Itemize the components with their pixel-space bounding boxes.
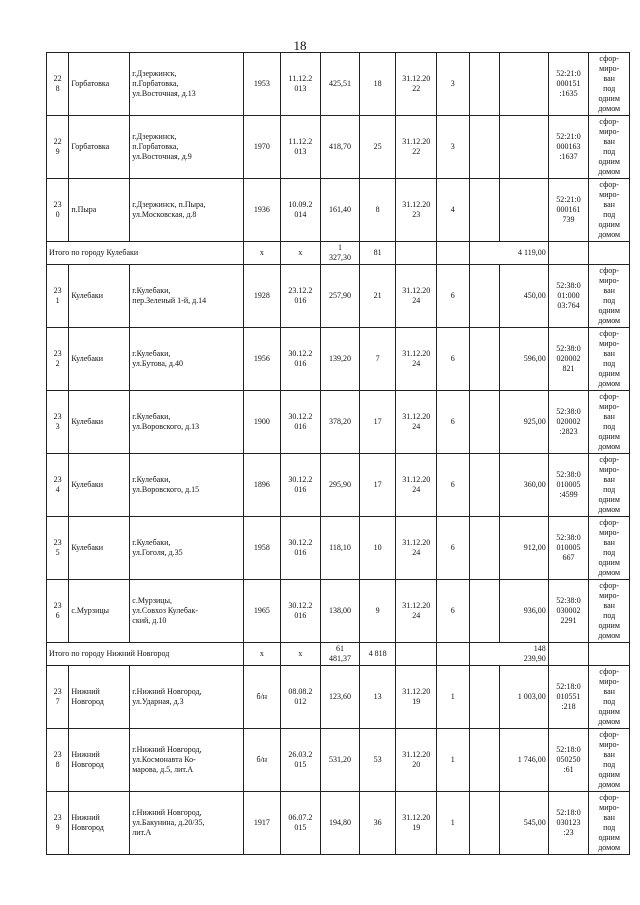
date-cell: 26.03.2 015 [280,729,321,792]
total-area-cell: 61 481,37 [321,643,360,666]
page-number: 18 [293,38,307,53]
deadline-cell: 31.12.20 24 [396,454,437,517]
empty-cell [469,454,499,517]
table-row [47,265,630,328]
table-row [47,328,630,391]
address-cell: г.Кулебаки, ул.Воровского, д.15 [130,454,244,517]
empty-cell [469,179,499,242]
row-number-cell: 23 0 [47,179,69,242]
residents-cell: 17 [359,454,396,517]
locality-cell: Кулебаки [69,328,130,391]
deadline-cell: 31.12.20 22 [396,53,437,116]
area-cell: 418,70 [321,116,360,179]
address-cell: г.Нижний Новгород, ул.Ударная, д.3 [130,666,244,729]
locality-cell: Кулебаки [69,454,130,517]
land-status-cell: сфор- миро- ван под одним домом [589,517,630,580]
amount-cell [499,116,548,179]
year-cell: 1936 [244,179,281,242]
area-cell: 118,10 [321,517,360,580]
stage-cell: 1 [437,666,470,729]
row-number-cell: 23 5 [47,517,69,580]
empty-cell [469,265,499,328]
row-number-cell: 23 2 [47,328,69,391]
deadline-cell: 31.12.20 24 [396,580,437,643]
cadastral-number-cell: 52:18:0 010551 :218 [548,666,589,729]
stage-cell: 6 [437,265,470,328]
table-row [47,179,630,242]
cadastral-number-cell: 52:21:0 000163 :1637 [548,116,589,179]
row-number-cell: 23 6 [47,580,69,643]
date-cell: 30.12.2 016 [280,454,321,517]
residents-cell: 10 [359,517,396,580]
deadline-cell: 31.12.20 22 [396,116,437,179]
year-cell: 1900 [244,391,281,454]
total-date-cell: x [280,643,321,666]
total-year-cell: x [244,643,281,666]
residents-cell: 13 [359,666,396,729]
row-number-cell: 22 9 [47,116,69,179]
empty-cell [469,391,499,454]
residents-cell: 9 [359,580,396,643]
deadline-cell: 31.12.20 24 [396,265,437,328]
total-deadline-cell [396,242,437,265]
area-cell: 194,80 [321,792,360,855]
land-status-cell: сфор- миро- ван под одним домом [589,391,630,454]
date-cell: 10.09.2 014 [280,179,321,242]
locality-cell: Нижний Новгород [69,729,130,792]
address-cell: г.Дзержинск, п.Горбатовка, ул.Восточная, д.9 [130,116,244,179]
locality-cell: Кулебаки [69,265,130,328]
total-deadline-cell [396,643,437,666]
area-cell: 123,60 [321,666,360,729]
empty-cell [469,517,499,580]
residents-cell: 25 [359,116,396,179]
locality-cell: п.Пыра [69,179,130,242]
land-status-cell: сфор- миро- ван под одним домом [589,265,630,328]
empty-cell [469,53,499,116]
area-cell: 139,20 [321,328,360,391]
year-cell: 1896 [244,454,281,517]
residents-cell: 36 [359,792,396,855]
date-cell: 23.12.2 016 [280,265,321,328]
date-cell: 11.12.2 013 [280,53,321,116]
amount-cell: 936,00 [499,580,548,643]
row-number-cell: 23 8 [47,729,69,792]
total-row [47,643,630,666]
land-status-cell: сфор- миро- ван под одним домом [589,792,630,855]
residents-cell: 18 [359,53,396,116]
stage-cell: 3 [437,53,470,116]
amount-cell [499,179,548,242]
row-number-cell: 23 3 [47,391,69,454]
total-kind-cell [589,643,630,666]
stage-cell: 1 [437,792,470,855]
deadline-cell: 31.12.20 19 [396,792,437,855]
land-status-cell: сфор- миро- ван под одним домом [589,328,630,391]
amount-cell: 1 746,00 [499,729,548,792]
cadastral-number-cell: 52:21:0 000161 739 [548,179,589,242]
land-status-cell: сфор- миро- ван под одним домом [589,729,630,792]
address-cell: г.Нижний Новгород, ул.Космонавта Ко- марова, д.5, лит.А [130,729,244,792]
locality-cell: Кулебаки [69,517,130,580]
empty-cell [469,580,499,643]
address-cell: г.Дзержинск, п.Горбатовка, ул.Восточная, д.13 [130,53,244,116]
year-cell: 1953 [244,53,281,116]
year-cell: 1928 [244,265,281,328]
address-cell: г.Нижний Новгород, ул.Бакунина, д.20/35, лит.А [130,792,244,855]
amount-cell: 360,00 [499,454,548,517]
date-cell: 11.12.2 013 [280,116,321,179]
table-row [47,666,630,729]
total-residents-cell: 81 [359,242,396,265]
date-cell: 30.12.2 016 [280,391,321,454]
total-row [47,242,630,265]
cadastral-number-cell: 52:18:0 030123 :23 [548,792,589,855]
total-amount-cell: 4 119,00 [469,242,548,265]
year-cell: 1965 [244,580,281,643]
table-row [47,792,630,855]
year-cell: 1958 [244,517,281,580]
land-status-cell: сфор- миро- ван под одним домом [589,454,630,517]
year-cell: 1956 [244,328,281,391]
cadastral-number-cell: 52:18:0 050250 :61 [548,729,589,792]
area-cell: 295,90 [321,454,360,517]
address-cell: с.Мурзицы, ул.Совхоз Кулебак- ский, д.10 [130,580,244,643]
row-number-cell: 23 4 [47,454,69,517]
table-row [47,517,630,580]
stage-cell: 4 [437,179,470,242]
locality-cell: с.Мурзицы [69,580,130,643]
stage-cell: 6 [437,328,470,391]
address-cell: г.Кулебаки, пер.Зеленый 1-й, д.14 [130,265,244,328]
date-cell: 08.08.2 012 [280,666,321,729]
amount-cell [499,53,548,116]
housing-registry-table [46,52,630,855]
land-status-cell: сфор- миро- ван под одним домом [589,53,630,116]
total-amount-cell: 148 239,90 [469,643,548,666]
locality-cell: Нижний Новгород [69,666,130,729]
total-date-cell: x [280,242,321,265]
total-label: Итого по городу Нижний Новгород [47,643,244,666]
stage-cell: 6 [437,391,470,454]
stage-cell: 1 [437,729,470,792]
date-cell: 30.12.2 016 [280,517,321,580]
area-cell: 161,40 [321,179,360,242]
year-cell: б/н [244,729,281,792]
address-cell: г.Кулебаки, ул.Гоголя, д.35 [130,517,244,580]
date-cell: 30.12.2 016 [280,328,321,391]
stage-cell: 6 [437,454,470,517]
deadline-cell: 31.12.20 19 [396,666,437,729]
row-number-cell: 23 1 [47,265,69,328]
residents-cell: 7 [359,328,396,391]
amount-cell: 450,00 [499,265,548,328]
table-row [47,580,630,643]
deadline-cell: 31.12.20 24 [396,328,437,391]
address-cell: г.Кулебаки, ул.Воровского, д.13 [130,391,244,454]
empty-cell [469,729,499,792]
empty-cell [469,116,499,179]
locality-cell: Нижний Новгород [69,792,130,855]
deadline-cell: 31.12.20 23 [396,179,437,242]
stage-cell: 6 [437,580,470,643]
empty-cell [469,666,499,729]
residents-cell: 53 [359,729,396,792]
total-stage-cell [437,643,470,666]
total-residents-cell: 4 818 [359,643,396,666]
area-cell: 531,20 [321,729,360,792]
year-cell: б/н [244,666,281,729]
table-row [47,729,630,792]
row-number-cell: 23 9 [47,792,69,855]
date-cell: 30.12.2 016 [280,580,321,643]
deadline-cell: 31.12.20 20 [396,729,437,792]
cadastral-number-cell: 52:38:0 020002 :2823 [548,391,589,454]
residents-cell: 8 [359,179,396,242]
total-label: Итого по городу Кулебаки [47,242,244,265]
total-year-cell: x [244,242,281,265]
deadline-cell: 31.12.20 24 [396,517,437,580]
cadastral-number-cell: 52:38:0 01:000 03:764 [548,265,589,328]
empty-cell [469,328,499,391]
land-status-cell: сфор- миро- ван под одним домом [589,179,630,242]
cadastral-number-cell: 52:38:0 030002 2291 [548,580,589,643]
cadastral-number-cell: 52:38:0 010005 667 [548,517,589,580]
row-number-cell: 22 8 [47,53,69,116]
cadastral-number-cell: 52:21:0 000151 :1635 [548,53,589,116]
row-number-cell: 23 7 [47,666,69,729]
table-row [47,391,630,454]
locality-cell: Горбатовка [69,116,130,179]
deadline-cell: 31.12.20 24 [396,391,437,454]
area-cell: 378,20 [321,391,360,454]
land-status-cell: сфор- миро- ван под одним домом [589,116,630,179]
address-cell: г.Дзержинск, п.Пыра, ул.Московская, д.8 [130,179,244,242]
table-body [47,53,630,855]
area-cell: 425,51 [321,53,360,116]
cadastral-number-cell: 52:38:0 020002 821 [548,328,589,391]
land-status-cell: сфор- миро- ван под одним домом [589,580,630,643]
amount-cell: 596,00 [499,328,548,391]
land-status-cell: сфор- миро- ван под одним домом [589,666,630,729]
residents-cell: 21 [359,265,396,328]
empty-cell [469,792,499,855]
cadastral-number-cell: 52:38:0 010005 :4599 [548,454,589,517]
total-kind-cell [589,242,630,265]
residents-cell: 17 [359,391,396,454]
amount-cell: 912,00 [499,517,548,580]
area-cell: 138,00 [321,580,360,643]
table-row [47,53,630,116]
amount-cell: 925,00 [499,391,548,454]
total-cadastral-cell [548,643,589,666]
locality-cell: Кулебаки [69,391,130,454]
table-row [47,116,630,179]
amount-cell: 545,00 [499,792,548,855]
table-row [47,454,630,517]
year-cell: 1970 [244,116,281,179]
date-cell: 06.07.2 015 [280,792,321,855]
stage-cell: 6 [437,517,470,580]
total-area-cell: 1 327,30 [321,242,360,265]
locality-cell: Горбатовка [69,53,130,116]
year-cell: 1917 [244,792,281,855]
stage-cell: 3 [437,116,470,179]
total-cadastral-cell [548,242,589,265]
area-cell: 257,90 [321,265,360,328]
amount-cell: 1 003,00 [499,666,548,729]
address-cell: г.Кулебаки, ул.Бутова, д.40 [130,328,244,391]
total-stage-cell [437,242,470,265]
